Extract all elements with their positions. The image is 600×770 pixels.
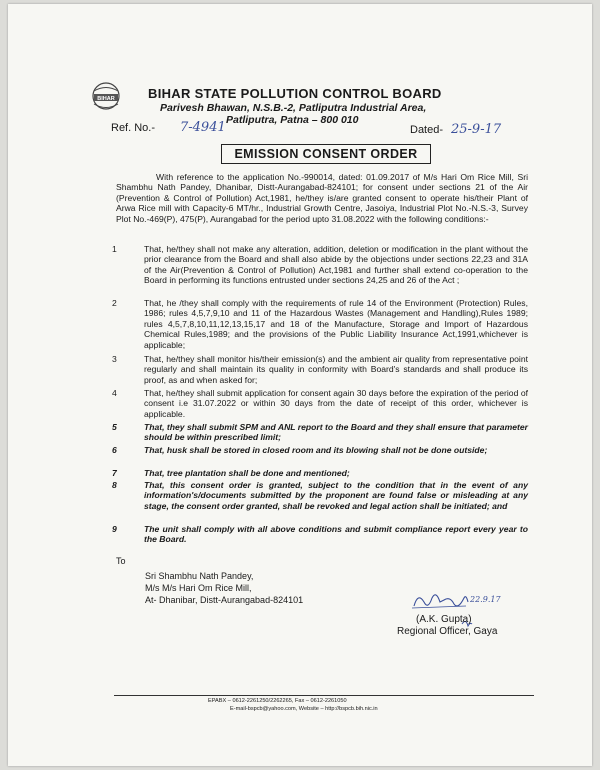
condition-text: That, he/they shall submit application for consent again 30 days before the expiration of the period of consent i.e 31.07.2022 or within 30 days from the date of receipt of this order, whichever is applicable. (144, 388, 528, 419)
condition-number: 4 (112, 388, 117, 398)
condition-text: That, he /they shall comply with the requirements of rule 14 of the Environment (Protection) Rules, 1986; rules 4,5,7,9,10 and 11 of the Hazardous Wastes (Management and Handling),Rules 1989; rules 4,5,7,8,10,11,12,13,15,17 and 18 of the Manufacture, Storage and Import of Hazardous Chemical Rules,1989; and the provisions of the Public Liability Insurance Act,1991,whichever is applicable; (144, 298, 528, 350)
org-name: BIHAR STATE POLLUTION CONTROL BOARD (148, 86, 442, 101)
condition-text: That, tree plantation shall be done and mentioned; (144, 468, 350, 478)
ref-label: Ref. No.- (111, 122, 156, 134)
footer-email-website: E-mail-bspcb@yahoo.com, Website – http://bspcb.bih.nic.in (230, 706, 378, 712)
svg-text:22.9.17: 22.9.17 (470, 595, 501, 604)
condition-text: That, husk shall be stored in closed room and its blowing shall not be done outside; (144, 445, 488, 455)
org-address-line1: Parivesh Bhawan, N.S.B.-2, Patliputra Industrial Area, (160, 102, 427, 114)
condition-item (112, 354, 528, 385)
condition-item (112, 298, 528, 350)
dated-label: Dated- (410, 124, 444, 136)
footer-divider (114, 695, 534, 696)
condition-number: 1 (112, 244, 117, 254)
condition-number: 5 (112, 422, 117, 432)
condition-item (112, 422, 528, 443)
condition-item (112, 388, 528, 419)
condition-item (112, 445, 528, 455)
ref-number: 7-4941 (180, 120, 226, 135)
condition-number: 9 (112, 524, 117, 534)
recipient-line3: At- Dhanibar, Distt-Aurangabad-824101 (145, 595, 304, 605)
condition-item (112, 244, 528, 286)
signatory-designation: Regional Officer, Gaya (397, 626, 498, 637)
condition-item (112, 524, 528, 545)
condition-text: That, he/they shall not make any alteration, addition, deletion or modification in the plant without the prior clearance from the Board and shall also abide by the objections under sections 22,23 and 31A of the Air(Prevention & Control of Pollution) Act,1981 and further shall extend co-operation to the Board in performing its functions entrusted under sections 24,25 and 26 of the Act ; (144, 244, 528, 286)
condition-number: 3 (112, 354, 117, 364)
to-label: To (116, 556, 126, 566)
footer-contact: EPABX – 0612-2261250/2262265, Fax – 0612-2261050 (208, 698, 347, 704)
document-page (8, 4, 592, 766)
bspcb-logo-icon (88, 82, 124, 114)
dated-value: 25-9-17 (451, 122, 502, 137)
condition-number: 6 (112, 445, 117, 455)
condition-text: That, this consent order is granted, subject to the condition that in the event of any information's/documents submitted by the proponent are found false or misleading at any stage, the consent order granted, shall be revoked and legal action shall be initiated; and (144, 480, 528, 511)
svg-text:BIHAR: BIHAR (97, 96, 115, 102)
condition-text: That, he/they shall monitor his/their emission(s) and the ambient air quality from representative point regularly and shall maintain its quality in conformity with Board's standards and shall produce its proof, as and when asked for; (144, 354, 528, 385)
intro-paragraph: With reference to the application No.-990014, dated: 01.09.2017 of M/s Hari Om Rice Mill, Sri Shambhu Nath Pandey, Dhanibar, Distt-Aurangabad-824101; for consent under sections 21 of the Air (Prevention & Control of Pollution) Act,1981, he/they is/are granted consent to operate his/their Plant of Arwa Rice mill with Capacity-6 MT/hr., Industrial Growth Centre, Jasoiya, Industrial Plot No.-N.S.-3, Survey Plot No.-469(P), 475(P), Aurangabad for the period upto 31.08.2022 with the following conditions:- (116, 172, 528, 224)
condition-text: That, they shall submit SPM and ANL report to the Board and they shall ensure that parameter should be within prescribed limit; (144, 422, 528, 443)
signatory-name: (A.K. Gupta) (416, 614, 472, 625)
page-title: EMISSION CONSENT ORDER (221, 144, 431, 164)
condition-item (112, 480, 528, 511)
condition-number: 7 (112, 468, 117, 478)
condition-number: 2 (112, 298, 117, 308)
condition-item (112, 468, 528, 478)
recipient-address (145, 570, 303, 606)
condition-text: The unit shall comply with all above conditions and submit compliance report every year to the Board. (144, 524, 528, 545)
org-address-line2: Patliputra, Patna – 800 010 (226, 114, 359, 126)
condition-number: 8 (112, 480, 117, 490)
recipient-line2: M/s M/s Hari Om Rice Mill, (145, 583, 252, 593)
recipient-line1: Sri Shambhu Nath Pandey, (145, 571, 254, 581)
